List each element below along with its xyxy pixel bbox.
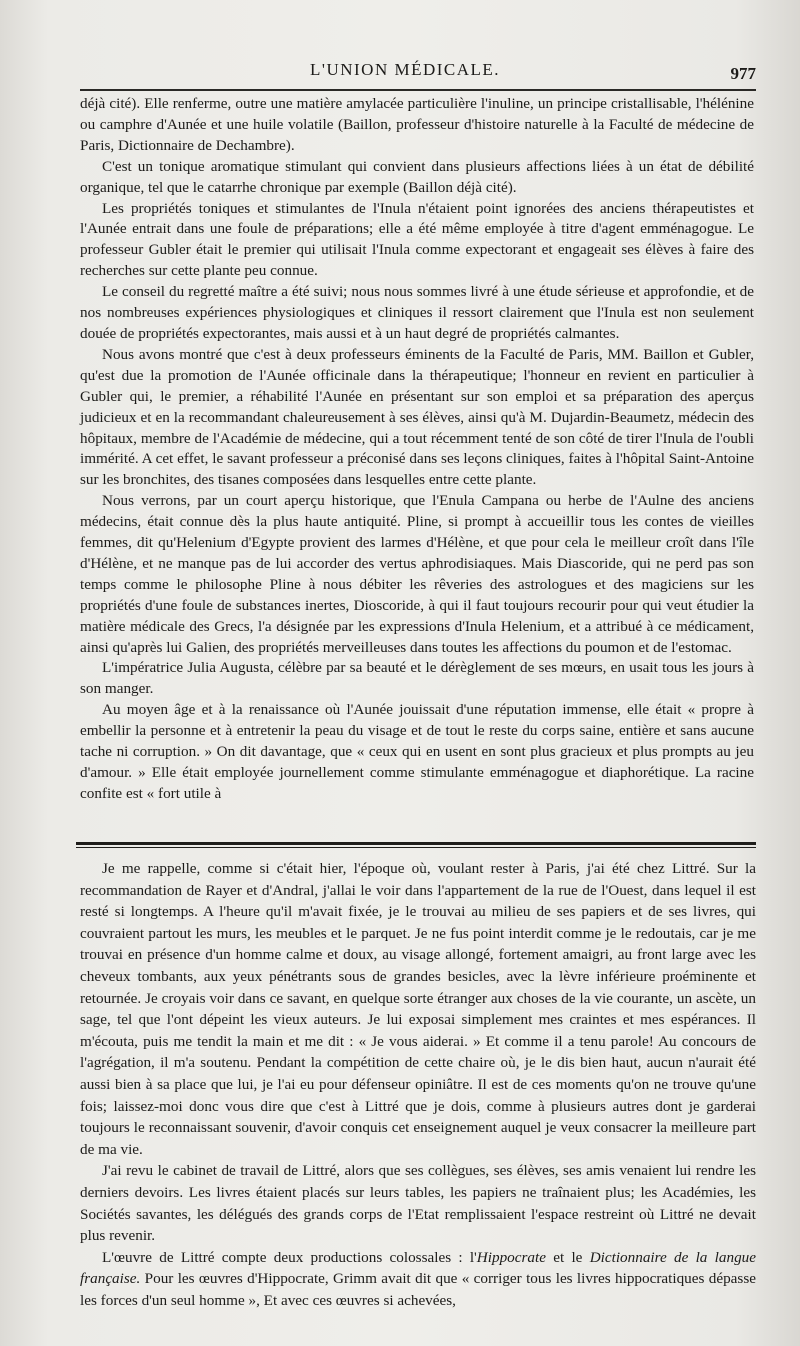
paragraph: L'impératrice Julia Augusta, célèbre par sa beauté et le dérèglement de ses mœurs, en usait tous les jours à son manger. [80,659,754,698]
paragraph [80,1247,756,1312]
feuilleton-divider [76,842,756,851]
paragraph: Au moyen âge et à la renaissance où l'Aunée jouissait d'une réputation immense, elle était « propre à embellir la personne et à entretenir la peau du visage et de tout le reste du corps saine, entière et sans aucune tache ni corruption. » On dit davantage, que « ceux qui en usent en sont plus gracieux et plus prompts au jeu d'amour. » Elle était employée journellement comme stimulante emménagogue et diaphorétique. La racine confite est « fort utile à [80,701,754,802]
paragraph: Les propriétés toniques et stimulantes de l'Inula n'étaient point ignorées des anciens thérapeutistes et l'Aunée entrait dans une foule de préparations; elle a été même employée à titre d'agent emménagogue. Le professeur Gubler était le premier qui utilisait l'Inula comme expectorant et engageait ses élèves à faire des recherches sur cette plante peu connue. [80,199,754,280]
text-run: L'œuvre de Littré compte deux productions colossales : l' [102,1248,477,1266]
page-header [80,56,756,86]
paragraph: Le conseil du regretté maître a été suivi; nous nous sommes livré à une étude sérieuse et approfondie, et de nos nombreuses expériences physiologiques et cliniques il ressort clairement que l'Inula est non seulement douée de propriétés expectorantes, mais aussi et à un haut degré de propriétés calmantes. [80,283,754,342]
text-run: Pour les œuvres d'Hippocrate, Grimm avait dit que « corriger tous les livres hippocratiques dépasse les forces d'un seul homme », Et avec ces œuvres si achevées, [80,1270,756,1309]
paragraph: J'ai revu le cabinet de travail de Littré, alors que ses collègues, ses élèves, ses amis venaient lui rendre les derniers devoirs. Les livres étaient placés sur leurs tables, les papiers ne traînaient plus; les Académies, les Sociétés savantes, les délégués des grands corps de l'Etat remplissaient l'espace restreint où Littré ne devait plus revenir. [80,1162,756,1245]
paragraph: Nous verrons, par un court aperçu historique, que l'Enula Campana ou herbe de l'Aulne des anciens médecins, était connue dès la plus haute antiquité. Pline, si prompt à accueillir tous les contes de vieilles femmes, dit qu'Helenium d'Egypte provient des larmes d'Hélène, et que pour cela le meilleur croît dans l'île d'Hélène, et ne manque pas de lui accorder des vertus aphrodisiaques. Mais Diascoride, qui ne perd pas son temps comme le philosophe Pline à nous débiter les rêveries des astrologues et des magiciens sur les propriétés d'une foule de substances inertes, Dioscoride, à qui il faut toujours recourir pour qui veut étudier la matière médicale des Grecs, l'a désignée par les expressions d'Inula Helenium, et a attribué à ce médicament, ainsi qu'après lui Galien, des propriétés merveilleuses dans toutes les affections du poumon et de l'estomac. [80,492,754,656]
header-rule [80,89,756,91]
paragraph: Nous avons montré que c'est à deux professeurs éminents de la Faculté de Paris, MM. Baillon et Gubler, qu'est due la promotion de l'Aunée officinale dans la thérapeutique; l'honneur en revient en particulier à Gubler qui, le premier, a réhabilité l'Aunée en présentant sur son emploi et sa préparation des aperçus judicieux et en la recommandant chaleureusement à ses élèves, ainsi qu'à M. Dujardin-Beaumetz, médecin des hôpitaux, membre de l'Académie de médecine, qui a tout récemment tenté de son côté de tirer l'Inula de l'oubli immérité. A cet effet, le savant professeur a préconisé dans ses leçons cliniques, faites à l'hôpital Saint-Antoine sur les bronchites, des tisanes composées dans lesquelles entre cette plante. [80,345,754,489]
running-title: L'UNION MÉDICALE. [310,60,501,79]
paragraph: déjà cité). Elle renferme, outre une matière amylacée particulière l'inuline, un principe cristallisable, l'hélénine ou camphre d'Aunée et une huile volatile (Baillon, professeur d'histoire naturelle à la Faculté de médecine de Paris, Dictionnaire de Dechambre). [80,95,754,154]
title-dictionnaire: Dictionnaire de la langue française. [80,1248,756,1288]
main-article-text [80,94,754,805]
paragraph: Je me rappelle, comme si c'était hier, l'époque où, voulant rester à Paris, j'ai été chez Littré. Sur la recommandation de Rayer et d'Andral, j'allai le voir dans l'appartement de la rue de l'Ouest, dans lequel il est resté si longtemps. A l'heure qu'il m'avait fixée, je le trouvai au milieu de ses papiers et de ses livres, qui couvraient partout les murs, les meubles et le parquet. Je ne fus point interdit comme je le redoutais, car je me trouvai en présence d'un homme calme et doux, au visage allongé, fortement amaigri, au front large avec les cheveux tombants, aux yeux pénétrants sous de grandes besicles, avec la lèvre inférieure proéminente et retournée. Je croyais voir dans ce savant, en quelque sorte étranger aux choses de la vie courante, un ascète, un sage, tel que l'ont dépeint les vieux auteurs. Je lui exposai simplement mes craintes et mes espérances. Il m'écouta, puis me tendit la main et me dit : « Je vous aiderai. » Et comme il a tenu parole! Au concours de l'agrégation, il m'a soutenu. Pendant la compétition de cette chaire où, je le dis bien haut, aucun n'aurait été aussi bien à sa place que lui, je l'ai eu pour défenseur opiniâtre. Il est de ces moments qu'on ne trouve qu'une fois; laissez-moi donc vous dire que c'est à Littré que je dois, comme à plusieurs autres dont je garderai toujours le reconnaissant souvenir, d'avoir conquis cet enseignement auquel je veux consacrer la meilleure part de ma vie. [80,860,756,1158]
page-number: 977 [730,64,756,83]
title-hippocrate: Hippocrate [476,1248,546,1266]
paragraph: C'est un tonique aromatique stimulant qui convient dans plusieurs affections liées à un état de débilité organique, tel que le catarrhe chronique par exemple (Baillon déjà cité). [80,157,754,196]
feuilleton-text [80,858,756,1311]
text-run: et le [545,1248,590,1266]
